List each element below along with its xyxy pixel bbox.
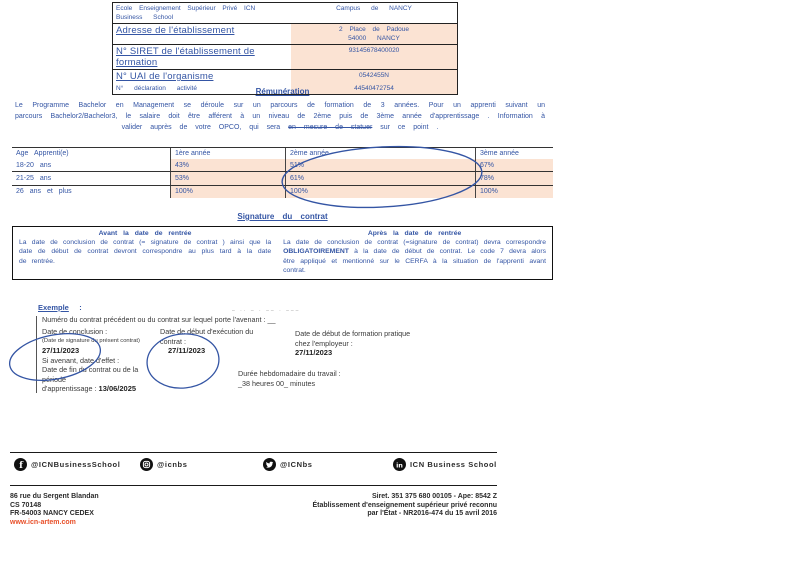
header-age: Age Apprenti(e) [16, 150, 69, 157]
example-left-border [36, 316, 37, 393]
siret-value: 93145678400020 [291, 45, 457, 69]
header-year3: 3ème année [475, 148, 553, 159]
instagram-handle: @icnbs [157, 460, 188, 469]
example-label: Exemple : [38, 303, 82, 312]
website-link[interactable]: www.icn-artem.com [10, 518, 76, 526]
declaration-label: N° déclaration activité [116, 85, 197, 92]
before-start-column [13, 227, 277, 279]
header-year2: 2ème année [285, 148, 475, 159]
twitter-icon [263, 458, 276, 471]
conclusion-date-block: Date de conclusion : (Date de signature du présent contrat) 27/11/2023 Si avenant, date d'effet : Date de fin du contrat ou de la période d'apprentissage : 13/06/2025 [42, 327, 164, 394]
rate-table-header [12, 148, 553, 159]
table-row [113, 24, 457, 45]
uai-value: 0542455N [291, 70, 457, 83]
contract-number-line: Numéro du contrat précédent ou du contrat sur lequel porte l'avenant : __ [42, 315, 276, 324]
remuneration-title: Rémunération [255, 87, 310, 96]
instagram-icon [140, 458, 153, 471]
table-row [113, 3, 457, 24]
address-line: CS 70148 [10, 501, 42, 509]
address-label: Adresse de l'établissement [116, 25, 235, 36]
school-name: Ecole Enseignement Supérieur Privé ICN Business School [116, 5, 256, 21]
linkedin-icon [393, 458, 406, 471]
apprentice-rate-table [12, 147, 553, 198]
signature-title: Signature du contrat [237, 212, 328, 221]
table-row [113, 45, 457, 70]
social-facebook [14, 458, 120, 471]
table-row: 18-20 ans 43% 51% 67% [12, 159, 553, 172]
siret-label: N° SIRET de l'établissement de formation [116, 46, 255, 68]
conclusion-date-value: 27/11/2023 [42, 346, 80, 355]
social-instagram [140, 458, 188, 471]
recognition-line: Établissement d'enseignement supérieur privé reconnu [312, 501, 497, 509]
header-year1: 1ère année [170, 148, 285, 159]
footer-divider-top [10, 452, 497, 453]
mandatory-emphasis: OBLIGATOIREMENT [283, 248, 349, 256]
cut-off-text-fragment: – ·· – · –– · ––– [232, 308, 301, 314]
facebook-icon [14, 458, 27, 471]
footer-divider-bottom [10, 485, 497, 486]
execution-date-block: Date de début d'exécution du contrat : 27/11/2023 [160, 327, 285, 356]
address-line: 86 rue du Sergent Blandan [10, 493, 99, 500]
campus-name: Campus de NANCY [336, 5, 412, 12]
svg-text:in: in [396, 461, 403, 470]
training-start-block: Date de début de formation pratique chez l'employeur : 27/11/2023 [295, 329, 445, 358]
weekly-duration-block: Durée hebdomadaire du travail : _38 heures 00_ minutes [238, 369, 341, 388]
struck-text: en mesure de statuer [288, 124, 373, 131]
svg-text:f: f [19, 461, 23, 471]
social-twitter [263, 458, 313, 471]
table-row [113, 70, 457, 83]
table-row: 26 ans et plus 100% 100% 100% [12, 186, 553, 198]
linkedin-handle: ICN Business School [410, 460, 497, 469]
twitter-handle: @ICNbs [280, 460, 313, 469]
remuneration-paragraph: Le Programme Bachelor en Management se déroule sur un parcours de formation de 3 années. Pour un apprenti suivant un parcours Bachelor2/Bachelor3, le salaire doit être afférent à un niveau de 2ème puis de 3ème année d'apprentissage . Information à valider auprès de votre OPCO, qui sera en mesure de statuer sur ce point . [15, 102, 545, 131]
footer-legal [230, 493, 497, 519]
social-links-row [0, 458, 520, 472]
footer-address [10, 493, 99, 527]
facebook-handle: @ICNBusinessSchool [31, 460, 121, 469]
after-start-column [277, 227, 552, 279]
before-start-header: Avant la date de rentrée [98, 230, 192, 237]
declaration-value: 44540472754 [291, 83, 457, 94]
address-line: FR-54003 NANCY CEDEX [10, 510, 94, 518]
table-row: 21-25 ans 53% 61% 78% [12, 172, 553, 185]
uai-label: N° UAI de l'organisme [116, 71, 214, 82]
end-date-value: 13/06/2025 [98, 384, 137, 393]
after-start-header: Après la date de rentrée [367, 230, 462, 237]
before-start-text: La date de conclusion de contrat (= signature de contrat ) ainsi que la date de début de contrat devront correspondre au plus tard à la date de rentrée. [19, 239, 272, 265]
social-linkedin [393, 458, 497, 471]
establishment-info-table [112, 2, 458, 95]
address-value: 2 Place de Padoue 54000 NANCY [291, 24, 457, 44]
siret-line: Siret. 351 375 680 00105 - Ape: 8542 Z [371, 493, 497, 500]
execution-date-value: 27/11/2023 [168, 346, 206, 355]
decree-line: par l'État - NR2016-474 du 15 avril 2016 [367, 510, 497, 518]
training-start-date-value: 27/11/2023 [295, 348, 333, 357]
signature-rules-box [12, 226, 553, 280]
after-start-text: La date de conclusion de contrat (=signature de contrat) devra correspondre OBLIGATOIREMENT à la date de début de contrat. Le code 7 devra alors être appliqué et mentionné sur le CERFA à la situation de l'apprenti avant contrat. [283, 239, 546, 274]
